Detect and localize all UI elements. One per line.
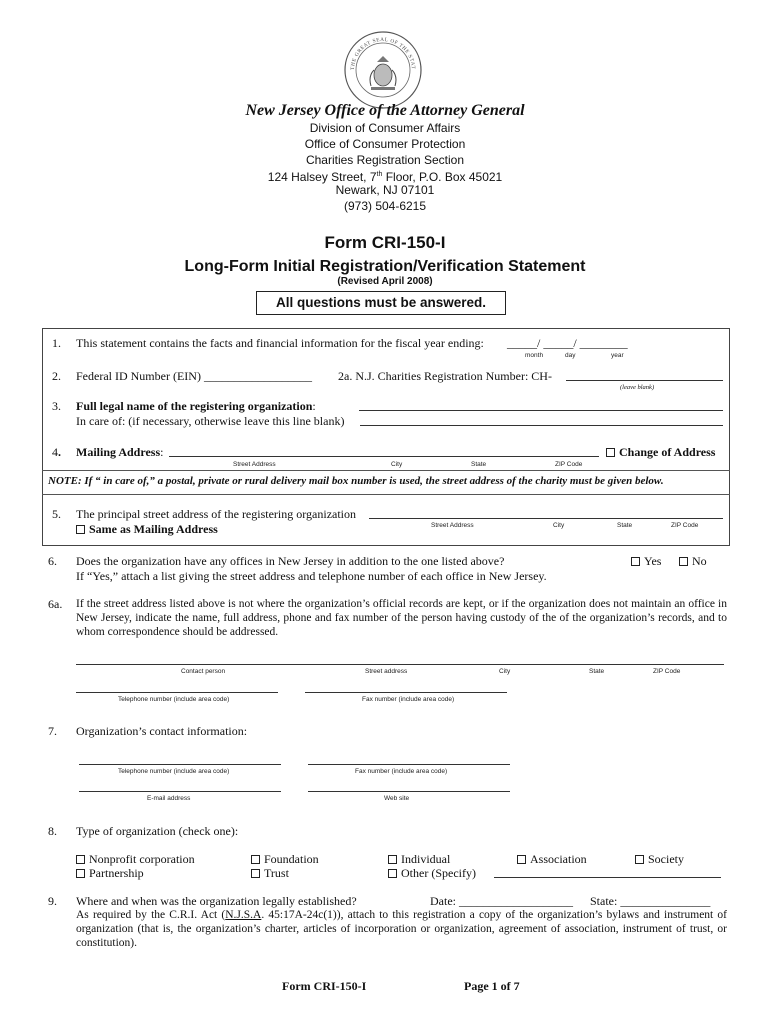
- q6-text: Does the organization have any offices in New Jersey in addition to the one listed above?: [76, 554, 505, 568]
- checkbox-icon: [679, 557, 688, 566]
- contact-person-label: Contact person: [181, 668, 226, 675]
- other-specify-field[interactable]: [494, 877, 721, 878]
- option-trust[interactable]: Trust: [251, 866, 289, 880]
- q3-number: 3.: [52, 399, 61, 413]
- telephone-label: Telephone number (include area code): [118, 696, 230, 703]
- charities-number-field[interactable]: [566, 380, 723, 381]
- section-name: Charities Registration Section: [305, 153, 465, 167]
- ein-field[interactable]: Federal ID Number (EIN) __________________: [76, 369, 312, 383]
- option-nonprofit[interactable]: Nonprofit corporation: [76, 852, 195, 866]
- notice-box: All questions must be answered.: [256, 291, 506, 315]
- state-seal: [343, 30, 423, 110]
- street-address-label: Street address: [365, 668, 408, 675]
- leave-blank-note: (leave blank): [620, 384, 655, 391]
- q8-text: Type of organization (check one):: [76, 824, 239, 838]
- checkbox-icon: [251, 869, 260, 878]
- day-label: day: [565, 352, 576, 359]
- agency-name: New Jersey Office of the Attorney General: [245, 102, 525, 119]
- checkbox-icon: [635, 855, 644, 864]
- agency-phone: (973) 504-6215: [343, 199, 427, 213]
- fax-label: Fax number (include area code): [355, 768, 448, 775]
- change-of-address-checkbox[interactable]: Change of Address: [606, 445, 715, 459]
- checkbox-icon: [631, 557, 640, 566]
- fax-label: Fax number (include area code): [362, 696, 455, 703]
- option-foundation[interactable]: Foundation: [251, 852, 319, 866]
- same-as-mailing-checkbox[interactable]: Same as Mailing Address: [76, 522, 218, 536]
- q9-instructions: As required by the C.R.I. Act (N.J.S.A. 45:17A-24c(1)), attach to this registration a copy of the organization’s bylaws and instrument of organization (that is, the organization’s charter, articles of incorporation or organization, agreement of association, instrument of trust, or constitution).: [76, 909, 727, 949]
- q4-number: 4.: [52, 445, 61, 459]
- checkbox-icon: [517, 855, 526, 864]
- city-label: City: [391, 461, 403, 468]
- org-phone-field[interactable]: [79, 764, 281, 765]
- divider: [42, 494, 730, 495]
- q3-label: Full legal name of the registering organization:: [76, 399, 316, 413]
- q6-no-checkbox[interactable]: No: [679, 554, 707, 568]
- mailing-address-field[interactable]: [169, 456, 599, 457]
- q7-text: Organization’s contact information:: [76, 724, 248, 738]
- established-date-field[interactable]: Date: ___________________: [430, 894, 573, 908]
- q1-text: This statement contains the facts and financial information for the fiscal year ending:: [76, 336, 484, 350]
- q9-text: Where and when was the organization legally established?: [76, 894, 357, 908]
- org-fax-field[interactable]: [308, 764, 510, 765]
- page-number: Page 1 of 7: [464, 979, 520, 993]
- svg-text:THE GREAT SEAL OF THE STATE OF: THE GREAT SEAL OF THE STAT: [349, 36, 417, 71]
- telephone-label: Telephone number (include area code): [118, 768, 230, 775]
- state-label: State: [471, 461, 487, 468]
- records-custodian-field[interactable]: [76, 664, 724, 665]
- q8-number: 8.: [48, 824, 57, 838]
- q7-number: 7.: [48, 724, 57, 738]
- checkbox-icon: [606, 448, 615, 457]
- q6a-number: 6a.: [48, 597, 63, 611]
- option-society[interactable]: Society: [635, 852, 684, 866]
- legal-name-field[interactable]: [359, 410, 723, 411]
- care-of-field[interactable]: [360, 425, 723, 426]
- checkbox-icon: [76, 855, 85, 864]
- mailing-address-label: Mailing Address:: [76, 445, 164, 459]
- q5-number: 5.: [52, 507, 61, 521]
- q2-number: 2.: [52, 369, 61, 383]
- q6-subtext: If “Yes,” attach a list giving the street address and telephone number of each office in New Jersey.: [76, 569, 547, 583]
- q6-yes-checkbox[interactable]: Yes: [631, 554, 661, 568]
- q6-number: 6.: [48, 554, 57, 568]
- option-other[interactable]: Other (Specify): [388, 866, 476, 880]
- office-name: Office of Consumer Protection: [304, 137, 466, 151]
- q9-number: 9.: [48, 894, 57, 908]
- division-name: Division of Consumer Affairs: [309, 121, 461, 135]
- state-label: State: [589, 668, 605, 675]
- seal-icon: [343, 30, 423, 110]
- org-website-field[interactable]: [308, 791, 510, 792]
- custodian-fax-field[interactable]: [305, 692, 507, 693]
- state-label: State: [617, 522, 633, 529]
- q2a-text: 2a. N.J. Charities Registration Number: CH-: [338, 369, 552, 383]
- email-label: E-mail address: [147, 795, 191, 802]
- org-email-field[interactable]: [79, 791, 281, 792]
- checkbox-icon: [388, 855, 397, 864]
- footer-form-number: Form CRI-150-I: [282, 979, 367, 993]
- year-label: year: [611, 352, 624, 359]
- zip-label: ZIP Code: [653, 668, 681, 675]
- q6a-text: If the street address listed above is not where the organization’s official records are kept, or if the organization does not maintain an office in New Jersey, indicate the name, full address, phone and fax number of the person having custody of the of the organization’s records, and to whom correspondence should be addressed.: [76, 598, 727, 638]
- form-number: Form CRI-150-I: [324, 233, 446, 252]
- city-label: City: [499, 668, 511, 675]
- option-partnership[interactable]: Partnership: [76, 866, 144, 880]
- street-label: Street Address: [233, 461, 276, 468]
- option-association[interactable]: Association: [517, 852, 587, 866]
- q1-number: 1.: [52, 336, 61, 350]
- q5-text: The principal street address of the registering organization: [76, 507, 357, 521]
- revised-date: (Revised April 2008): [337, 276, 433, 287]
- form-title: Long-Form Initial Registration/Verification Statement: [184, 258, 586, 275]
- divider: [42, 470, 730, 471]
- zip-label: ZIP Code: [671, 522, 699, 529]
- month-label: month: [525, 352, 544, 359]
- fiscal-year-end-field[interactable]: _____/ _____/ ________: [507, 336, 628, 350]
- city-label: City: [553, 522, 565, 529]
- checkbox-icon: [76, 869, 85, 878]
- option-individual[interactable]: Individual: [388, 852, 450, 866]
- care-of-note: NOTE: If “ in care of,” a postal, private or rural delivery mail box number is used, the street address of the charity must be given below.: [48, 475, 664, 487]
- care-of-label: In care of: (if necessary, otherwise leave this line blank): [76, 414, 345, 428]
- checkbox-icon: [76, 525, 85, 534]
- zip-label: ZIP Code: [555, 461, 583, 468]
- custodian-phone-field[interactable]: [76, 692, 278, 693]
- principal-address-field[interactable]: [369, 518, 723, 519]
- agency-address: 124 Halsey Street, 7th Floor, P.O. Box 45021: [267, 170, 503, 184]
- website-label: Web site: [384, 795, 410, 802]
- checkbox-icon: [388, 869, 397, 878]
- street-label: Street Address: [431, 522, 474, 529]
- checkbox-icon: [251, 855, 260, 864]
- agency-city: Newark, NJ 07101: [335, 183, 435, 197]
- established-state-field[interactable]: State: _______________: [590, 894, 711, 908]
